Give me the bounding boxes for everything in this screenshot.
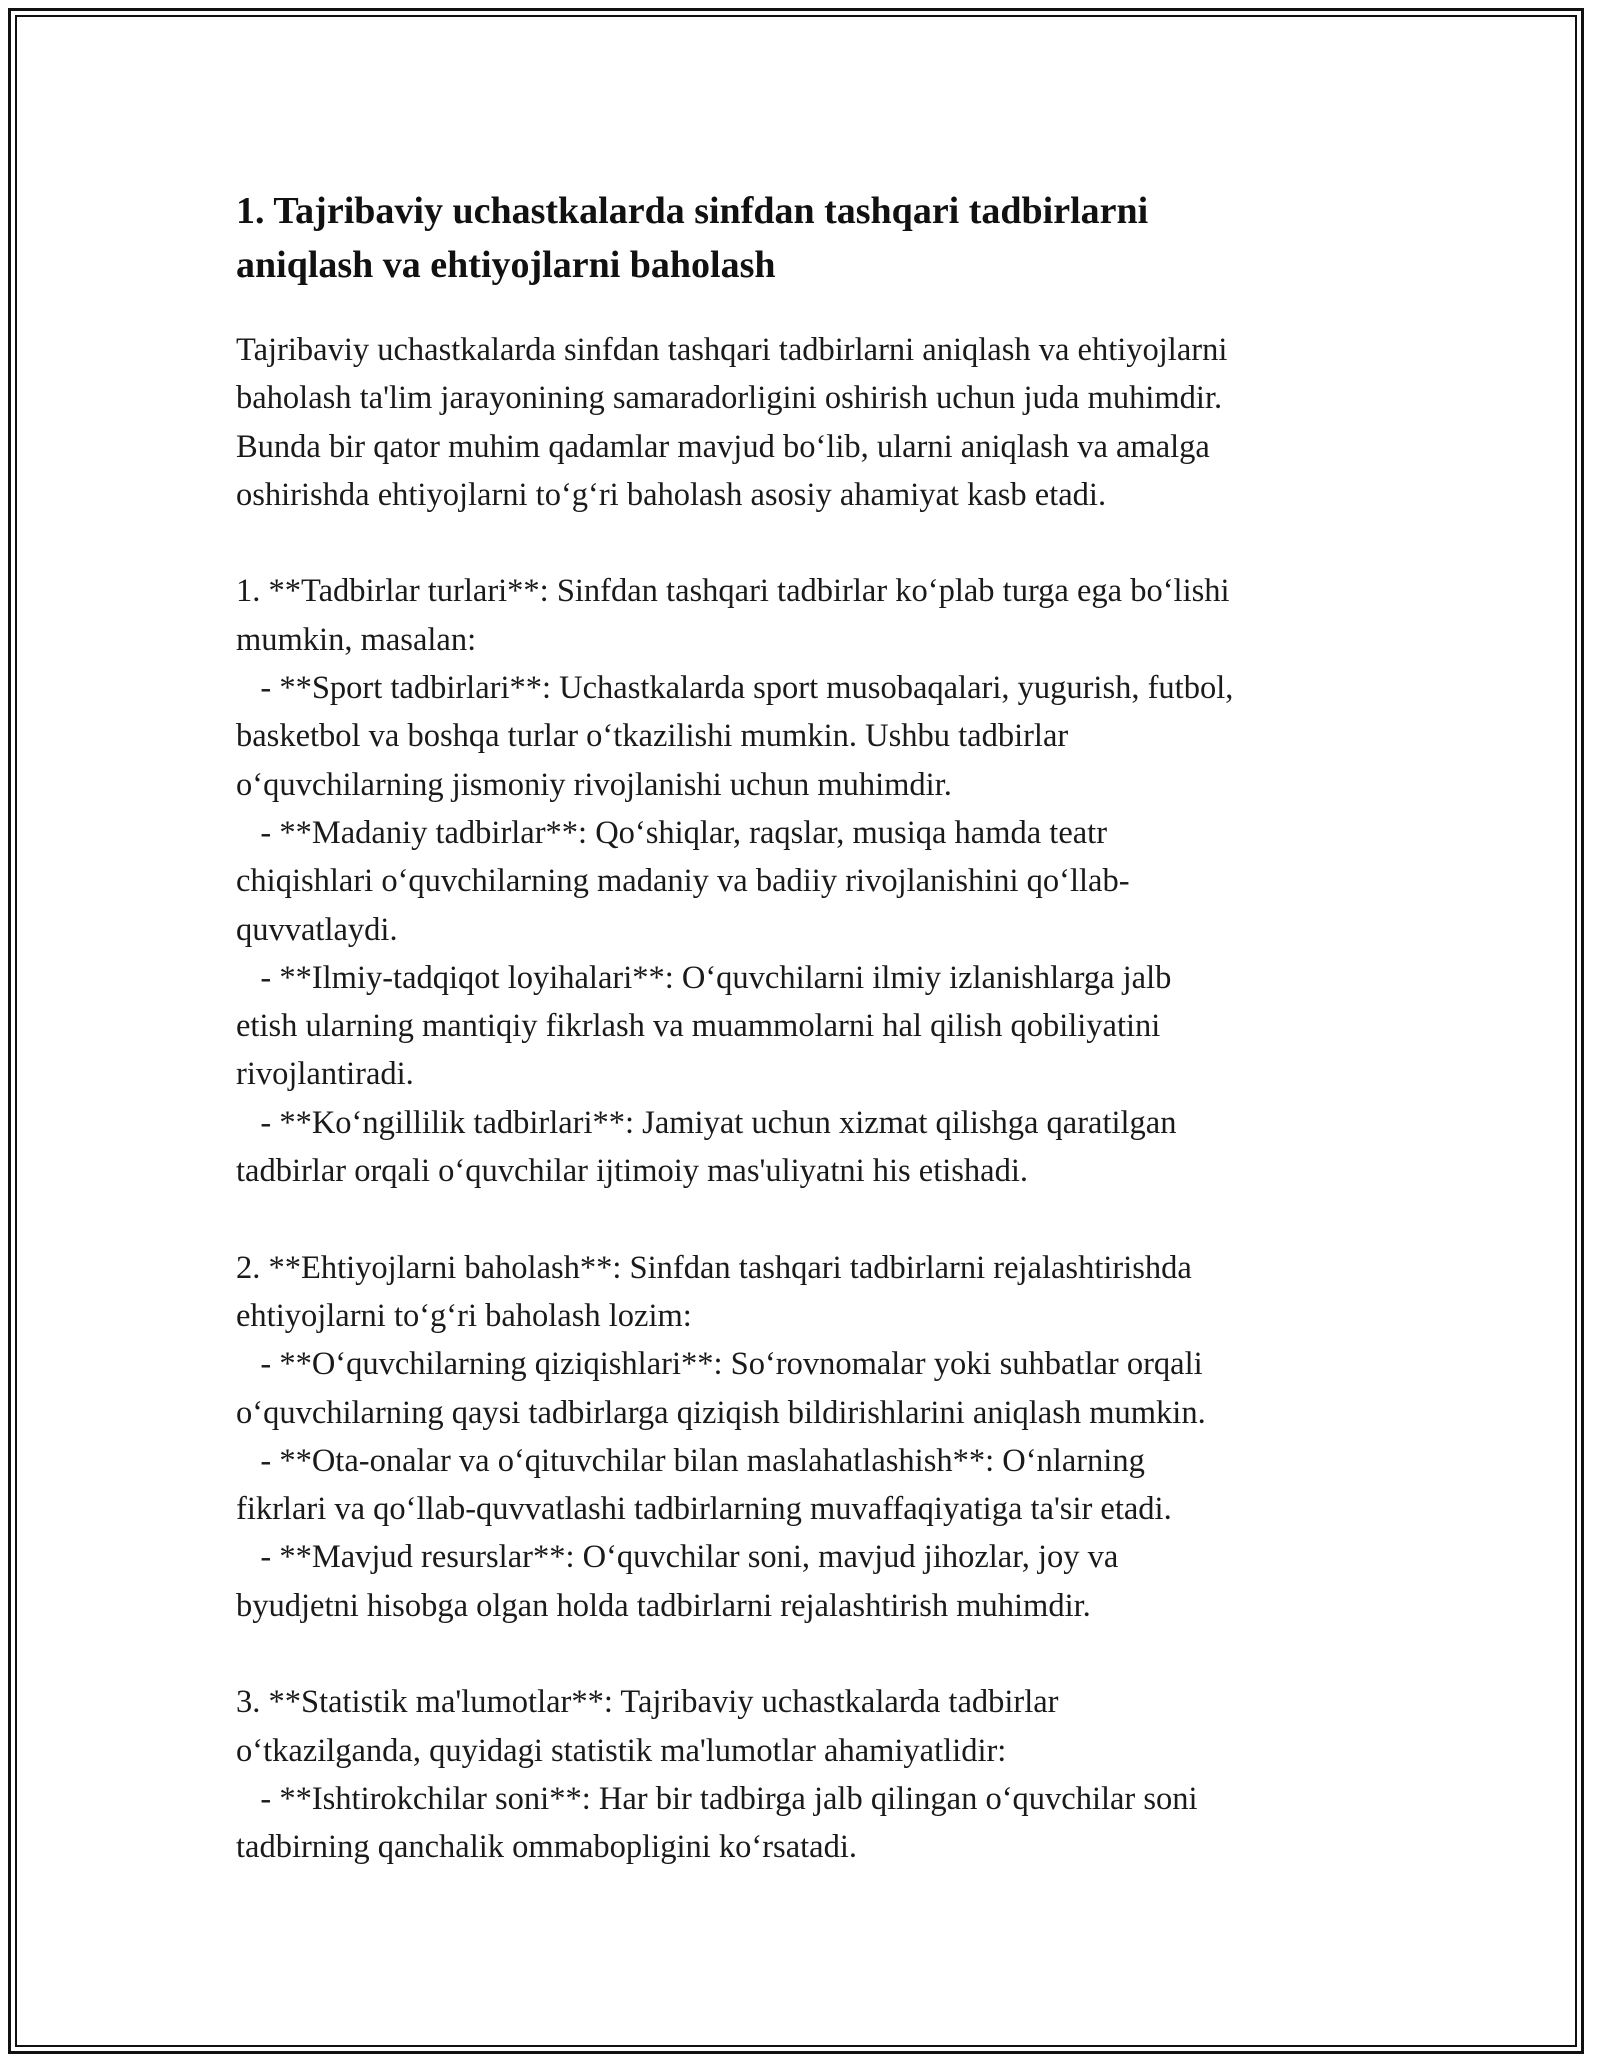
page-title [236, 184, 1396, 292]
text-line: rivojlantiradi. [236, 1056, 414, 1093]
text-line: - **Mavjud resurslar**: O‘quvchilar soni, mavjud jihozlar, joy va [236, 1539, 1119, 1576]
text-line: oshirishda ehtiyojlarni to‘g‘ri baholash asosiy ahamiyat kasb etadi. [236, 476, 1107, 513]
text-line: - **Ota-onalar va o‘qituvchilar bilan maslahatlashish**: O‘nlarning [236, 1442, 1145, 1479]
title-line: 1. Tajribaviy uchastkalarda sinfdan tashqari tadbirlarni [236, 190, 1149, 232]
text-line: ehtiyojlarni to‘g‘ri baholash lozim: [236, 1297, 692, 1334]
text-line: mumkin, masalan: [236, 621, 477, 658]
text-line: chiqishlari o‘quvchilarning madaniy va badiiy rivojlanishini qo‘llab- [236, 863, 1130, 900]
text-line: - **Ishtirokchilar soni**: Har bir tadbirga jalb qilingan o‘quvchilar soni [236, 1780, 1198, 1817]
text-line: 2. **Ehtiyojlarni baholash**: Sinfdan tashqari tadbirlarni rejalashtirishda [236, 1249, 1192, 1286]
blank-line [236, 1630, 1396, 1678]
text-line: - **Ko‘ngillilik tadbirlari**: Jamiyat uchun xizmat qilishga qaratilgan [236, 1104, 1177, 1141]
text-line: - **Ilmiy-tadqiqot loyihalari**: O‘quvchilarni ilmiy izlanishlarga jalb [236, 959, 1172, 996]
text-line: fikrlari va qo‘llab-quvvatlashi tadbirlarning muvaffaqiyatiga ta'sir etadi. [236, 1491, 1172, 1528]
text-line: quvvatlaydi. [236, 911, 398, 948]
text-line: Tajribaviy uchastkalarda sinfdan tashqari tadbirlarni aniqlash va ehtiyojlarni [236, 332, 1228, 368]
text-line: o‘quvchilarning jismoniy rivojlanishi uchun muhimdir. [236, 766, 952, 803]
blank-line [236, 519, 1396, 567]
text-line: tadbirlar orqali o‘quvchilar ijtimoiy mas'uliyatni his etishadi. [236, 1153, 1029, 1190]
text-line: - **Sport tadbirlari**: Uchastkalarda sport musobaqalari, yugurish, futbol, [236, 670, 1234, 707]
text-line: - **Madaniy tadbirlar**: Qo‘shiqlar, raqslar, musiqa hamda teatr [236, 814, 1108, 851]
text-line: Bunda bir qator muhim qadamlar mavjud bo‘lib, ularni aniqlash va amalga [236, 428, 1210, 465]
text-line: byudjetni hisobga olgan holda tadbirlarni rejalashtirish muhimdir. [236, 1587, 1091, 1624]
title-line: aniqlash va ehtiyojlarni baholash [236, 244, 776, 286]
blank-line [236, 1195, 1396, 1243]
text-line: 3. **Statistik ma'lumotlar**: Tajribaviy uchastkalarda tadbirlar [236, 1684, 1059, 1721]
text-line: o‘quvchilarning qaysi tadbirlarga qiziqish bildirishlarini aniqlash mumkin. [236, 1394, 1206, 1431]
text-line: 1. **Tadbirlar turlari**: Sinfdan tashqari tadbirlar ko‘plab turga ega bo‘lishi [236, 573, 1230, 610]
text-line: - **O‘quvchilarning qiziqishlari**: So‘rovnomalar yoki suhbatlar orqali [236, 1346, 1203, 1383]
text-line: basketbol va boshqa turlar o‘tkazilishi mumkin. Ushbu tadbirlar [236, 718, 1069, 755]
document-body [236, 184, 1396, 1872]
text-line: baholash ta'lim jarayonining samaradorligini oshirish uchun juda muhimdir. [236, 380, 1223, 417]
text-line: tadbirning qanchalik ommabopligini ko‘rsatadi. [236, 1829, 857, 1866]
text-line: o‘tkazilganda, quyidagi statistik ma'lumotlar ahamiyatlidir: [236, 1732, 1007, 1769]
body-text [236, 326, 1396, 1872]
text-line: etish ularning mantiqiy fikrlash va muammolarni hal qilish qobiliyatini [236, 1008, 1161, 1045]
